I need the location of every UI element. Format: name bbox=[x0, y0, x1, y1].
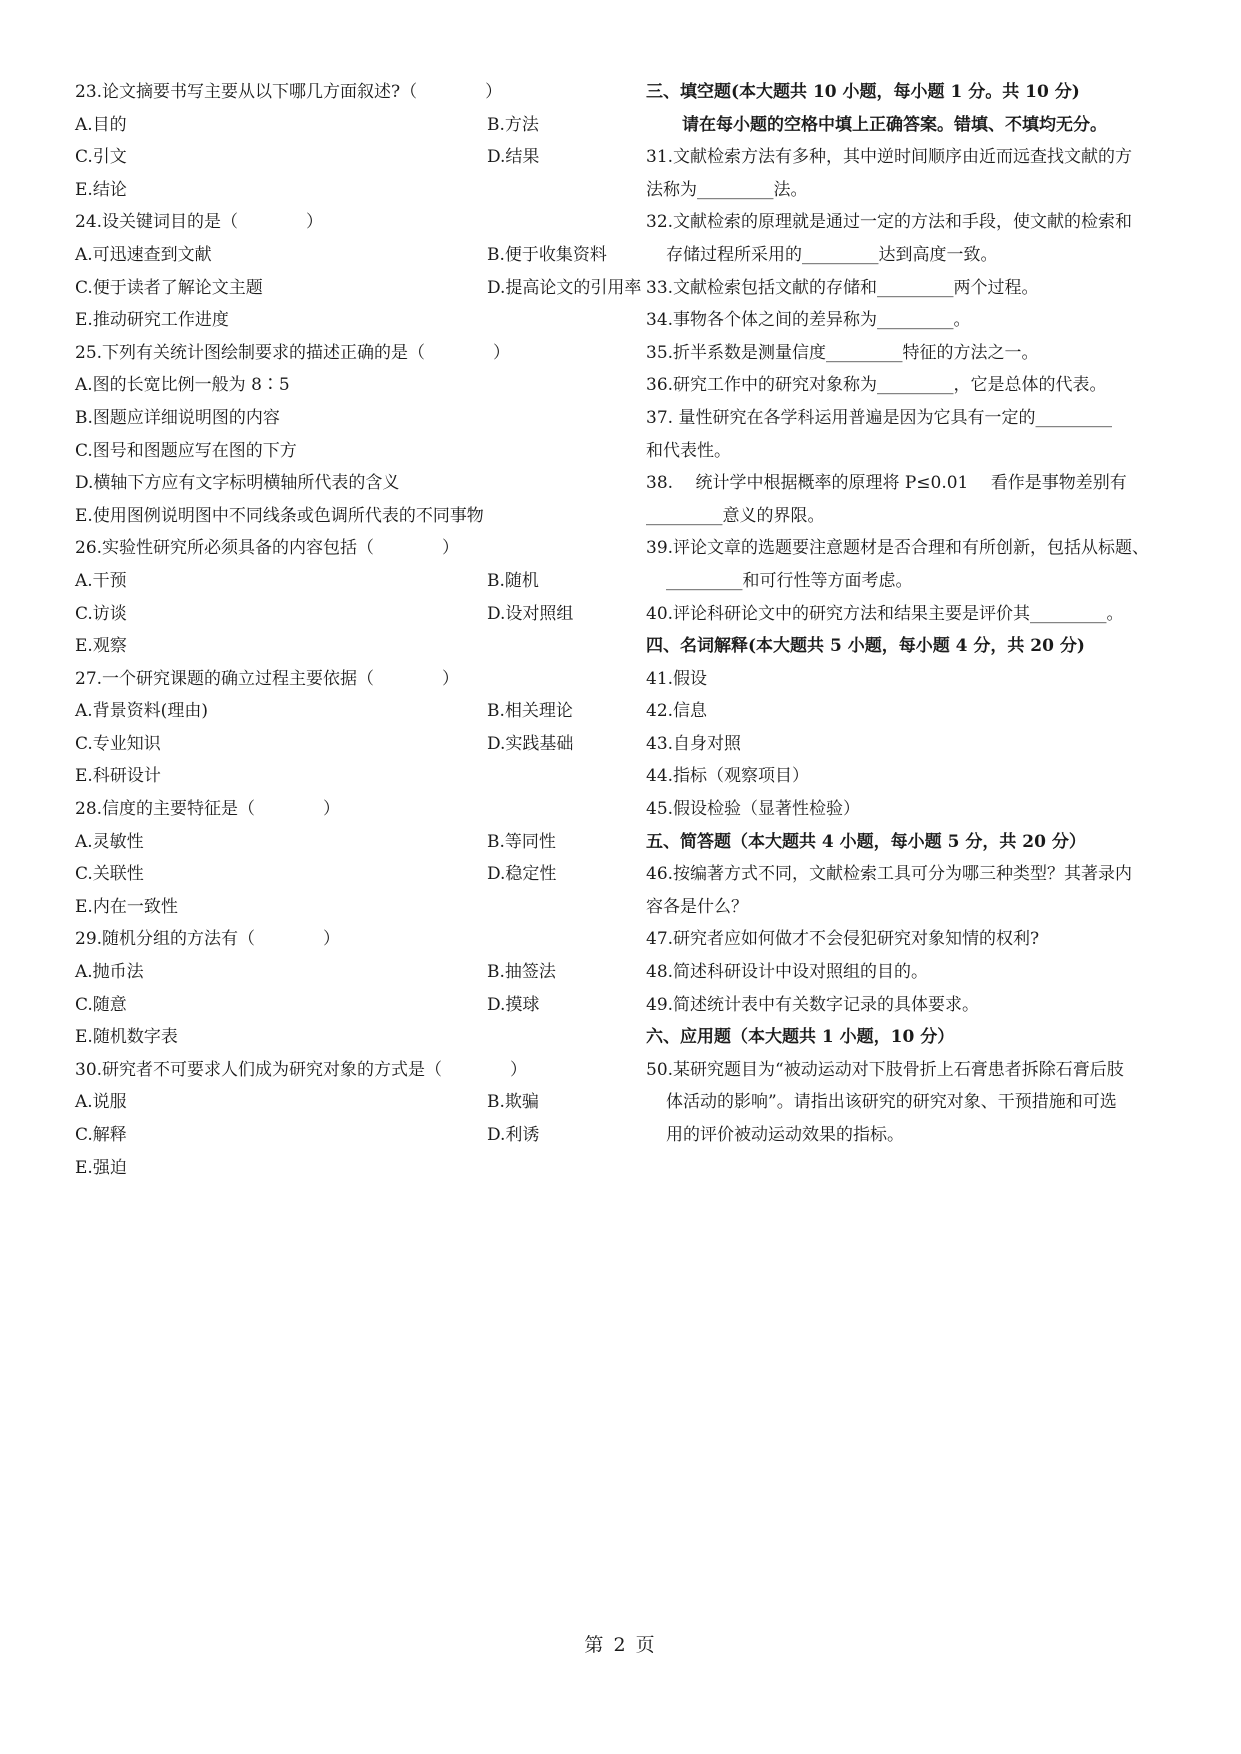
question-stem: 23.论文摘要书写主要从以下哪几方面叙述?（ ） bbox=[75, 82, 503, 102]
section-5-title: 五、简答题（本大题共 4 小题，每小题 5 分，共 20 分） bbox=[646, 831, 1086, 852]
question-stem: 25.下列有关统计图绘制要求的描述正确的是（ ） bbox=[75, 342, 511, 363]
question-stem: 26.实验性研究所必须具备的内容包括（ ） bbox=[75, 538, 460, 559]
question-49: 49.简述统计表中有关数字记录的具体要求。 bbox=[646, 994, 980, 1015]
answer-option: E.随机数字表 bbox=[75, 1027, 178, 1048]
answer-option: C.关联性 bbox=[75, 864, 144, 885]
answer-option: C.专业知识 bbox=[75, 733, 161, 754]
section-3-instruction: 请在每小题的空格中填上正确答案。错填、不填均无分。 bbox=[682, 114, 1107, 135]
answer-option: E.科研设计 bbox=[75, 766, 161, 787]
answer-option: D.利诱 bbox=[487, 1125, 540, 1145]
question-46-line-2: 容各是什么？ bbox=[646, 896, 748, 917]
answer-option: B.欺骗 bbox=[487, 1092, 539, 1113]
option-row bbox=[75, 239, 607, 272]
question-47: 47.研究者应如何做才不会侵犯研究对象知情的权利? bbox=[646, 929, 1040, 950]
question-40: 40.评论科研论文中的研究方法和结果主要是评价其_________。 bbox=[646, 603, 1124, 624]
answer-option: D.提高论文的引用率 bbox=[487, 277, 642, 298]
question-31-line-2: 法称为_________法。 bbox=[646, 179, 808, 200]
question-50-line-3: 用的评价被动运动效果的指标。 bbox=[666, 1125, 904, 1145]
section-4-title: 四、名词解释(本大题共 5 小题，每小题 4 分，共 20 分) bbox=[646, 636, 1085, 657]
option-row bbox=[75, 695, 585, 728]
question-32-line-1: 32.文献检索的原理就是通过一定的方法和手段，使文献的检索和 bbox=[646, 212, 1133, 233]
option-row bbox=[75, 435, 585, 468]
answer-option: E.观察 bbox=[75, 636, 127, 657]
option-row bbox=[75, 989, 585, 1022]
answer-option: B.随机 bbox=[487, 570, 539, 591]
question-stem: 30.研究者不可要求人们成为研究对象的方式是（ ） bbox=[75, 1059, 528, 1080]
question-31-line-1: 31.文献检索方法有多种，其中逆时间顺序由近而远查找文献的方 bbox=[646, 147, 1133, 168]
answer-option: A.干预 bbox=[75, 570, 127, 591]
question-38-line-1: 38. 统计学中根据概率的原理将 P≤0.01 看作是事物差别有 bbox=[646, 473, 1127, 494]
question-48: 48.简述科研设计中设对照组的目的。 bbox=[646, 962, 929, 983]
option-row bbox=[75, 1086, 585, 1119]
option-row bbox=[75, 369, 585, 402]
option-row bbox=[75, 858, 585, 891]
option-row bbox=[75, 1152, 585, 1185]
answer-option: B.方法 bbox=[487, 114, 539, 135]
question-stem: 28.信度的主要特征是（ ） bbox=[75, 799, 341, 820]
option-row bbox=[75, 630, 585, 663]
option-row bbox=[75, 109, 585, 142]
answer-option: A.可迅速查到文献 bbox=[75, 244, 212, 265]
question-36: 36.研究工作中的研究对象称为_________，它是总体的代表。 bbox=[646, 375, 1107, 396]
answer-option: C.访谈 bbox=[75, 603, 127, 624]
right-column bbox=[646, 76, 1180, 1152]
answer-option: C.便于读者了解论文主题 bbox=[75, 277, 263, 298]
answer-option: D.实践基础 bbox=[487, 733, 574, 754]
answer-option: A.目的 bbox=[75, 114, 127, 135]
question-41: 41.假设 bbox=[646, 668, 708, 689]
answer-option: E.内在一致性 bbox=[75, 896, 178, 917]
answer-option: B.抽签法 bbox=[487, 962, 556, 983]
question-45: 45.假设检验（显著性检验） bbox=[646, 799, 861, 820]
answer-option: A.图的长宽比例一般为 8∶5 bbox=[75, 375, 290, 396]
answer-option: D.结果 bbox=[487, 147, 540, 168]
question-33: 33.文献检索包括文献的存储和_________两个过程。 bbox=[646, 277, 1039, 298]
question-50-line-2: 体活动的影响”。请指出该研究的研究对象、干预措施和可选 bbox=[666, 1092, 1117, 1113]
question-37-line-1: 37. 量性研究在各学科运用普遍是因为它具有一定的_________ bbox=[646, 407, 1112, 428]
option-row bbox=[75, 728, 585, 761]
option-row bbox=[75, 174, 585, 207]
option-row bbox=[75, 272, 642, 305]
answer-option: C.引文 bbox=[75, 147, 127, 168]
question-50-line-1: 50.某研究题目为“被动运动对下肢骨折上石膏患者拆除石膏后肢 bbox=[646, 1059, 1124, 1080]
option-row bbox=[75, 891, 585, 924]
answer-option: C.图号和图题应写在图的下方 bbox=[75, 440, 297, 461]
question-32-line-2: 存储过程所采用的_________达到高度一致。 bbox=[666, 244, 998, 265]
answer-option: D.稳定性 bbox=[487, 864, 557, 885]
option-row bbox=[75, 598, 585, 631]
answer-option: A.背景资料(理由) bbox=[75, 701, 208, 722]
option-row bbox=[75, 1021, 585, 1054]
question-42: 42.信息 bbox=[646, 701, 708, 722]
answer-option: B.等同性 bbox=[487, 831, 556, 852]
question-stem: 24.设关键词目的是（ ） bbox=[75, 212, 324, 233]
option-row bbox=[75, 760, 585, 793]
answer-option: C.解释 bbox=[75, 1125, 127, 1145]
question-stem: 27.一个研究课题的确立过程主要依据（ ） bbox=[75, 668, 460, 689]
answer-option: E.推动研究工作进度 bbox=[75, 310, 229, 331]
answer-option: B.相关理论 bbox=[487, 701, 573, 722]
answer-option: B.图题应详细说明图的内容 bbox=[75, 407, 280, 428]
answer-option: D.横轴下方应有文字标明横轴所代表的含义 bbox=[75, 473, 400, 494]
option-row bbox=[75, 467, 585, 500]
option-row bbox=[75, 141, 585, 174]
answer-option: E.结论 bbox=[75, 179, 127, 200]
section-6-title: 六、应用题（本大题共 1 小题，10 分） bbox=[646, 1027, 955, 1048]
question-34: 34.事物各个体之间的差异称为_________。 bbox=[646, 310, 971, 331]
answer-option: D.摸球 bbox=[487, 994, 540, 1015]
option-row bbox=[75, 500, 585, 533]
question-46-line-1: 46.按编著方式不同，文献检索工具可分为哪三种类型？其著录内 bbox=[646, 864, 1133, 885]
left-column bbox=[75, 76, 642, 1184]
question-35: 35.折半系数是测量信度_________特征的方法之一。 bbox=[646, 342, 1039, 363]
answer-option: D.设对照组 bbox=[487, 603, 574, 624]
answer-option: B.便于收集资料 bbox=[487, 244, 607, 265]
answer-option: C.随意 bbox=[75, 994, 127, 1015]
answer-option: A.抛币法 bbox=[75, 962, 144, 983]
question-stem: 29.随机分组的方法有（ ） bbox=[75, 929, 341, 950]
question-43: 43.自身对照 bbox=[646, 733, 742, 754]
answer-option: A.说服 bbox=[75, 1092, 127, 1113]
option-row bbox=[75, 402, 585, 435]
option-row bbox=[75, 565, 585, 598]
question-44: 44.指标（观察项目） bbox=[646, 766, 810, 787]
option-row bbox=[75, 826, 585, 859]
answer-option: E.使用图例说明图中不同线条或色调所代表的不同事物 bbox=[75, 505, 484, 526]
question-37-line-2: 和代表性。 bbox=[646, 440, 731, 461]
option-row bbox=[75, 304, 585, 337]
question-38-line-2: _________意义的界限。 bbox=[646, 505, 825, 526]
page-number: 第 2 页 bbox=[584, 1634, 657, 1656]
question-39-line-2: _________和可行性等方面考虑。 bbox=[666, 570, 913, 591]
option-row bbox=[75, 1119, 585, 1152]
question-39-line-1: 39.评论文章的选题要注意题材是否合理和有所创新，包括从标题、 bbox=[646, 538, 1150, 559]
section-3-title: 三、填空题(本大题共 10 小题，每小题 1 分。共 10 分) bbox=[646, 82, 1080, 102]
answer-option: E.强迫 bbox=[75, 1157, 127, 1178]
option-row bbox=[75, 956, 585, 989]
answer-option: A.灵敏性 bbox=[75, 831, 144, 852]
